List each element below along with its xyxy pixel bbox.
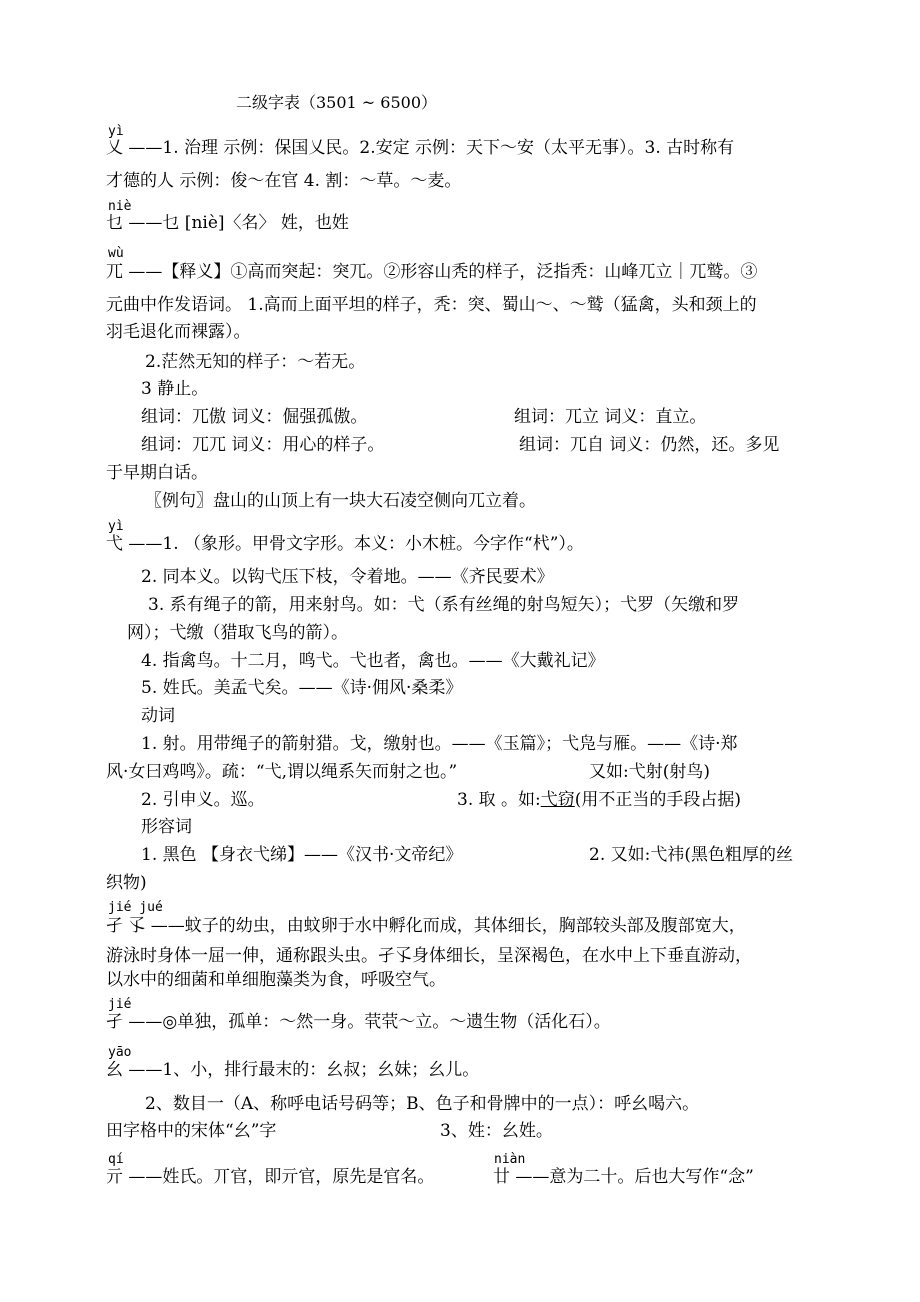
entry-yao-line-1: 幺 ——1、小，排行最末的：幺叔；幺妹；幺儿。 (106, 1060, 480, 1080)
entry-jiejue-line-2: 游泳时身体一屈一伸，通称跟头虫。孑孓身体细长，呈深褐色，在水中上下垂直游动， (106, 946, 752, 966)
entry-wu-line-6a: 组词：兀傲 词义：倔强孤傲。 (141, 407, 368, 427)
entry-wu-line-6b: 组词：兀立 词义：直立。 (514, 407, 707, 427)
entry-yi-2-line-9b: 又如:弋射(射鸟) (589, 762, 710, 782)
entry-jiejue-line-1: 孑 孓 ——蚊子的幼虫，由蚊卵于水中孵化而成，其体细长，胸部较头部及腹部宽大， (106, 916, 746, 936)
entry-yi-2-line-12b: 2. 又如:弋祎(黑色粗厚的丝 (589, 845, 793, 865)
pinyin-qi: qí (108, 1152, 124, 1167)
entry-yi-2-line-13: 织物) (106, 873, 147, 893)
entry-wu-example: 〖例句〗盘山的山顶上有一块大石凌空侧向兀立着。 (145, 491, 536, 511)
entry-nian-line-1: 廿 ——意为二十。后也大写作“念” (493, 1167, 754, 1187)
pinyin-jiejue: jié jué (108, 900, 163, 915)
entry-yi-1-line-2: 才德的人 示例：俊～在官 4. 割：～草。～麦。 (106, 171, 462, 191)
entry-yao-line-3b: 3、姓：幺姓。 (440, 1121, 553, 1141)
entry-yi-2-line-2: 2. 同本义。以钩弋压下枝，令着地。——《齐民要术》 (141, 567, 554, 587)
entry-wu-line-5: 3 静止。 (141, 379, 209, 399)
pinyin-nian: niàn (494, 1152, 526, 1167)
entry-yi-2-line-3: 3. 系有绳子的箭，用来射鸟。如：弋（系有丝绳的射鸟短矢）；弋罗（矢缴和罗 (148, 595, 740, 615)
entry-yi-2-line-4: 网）；弋缴（猎取飞鸟的箭）。 (127, 623, 348, 643)
entry-wu-line-4: 2.茫然无知的样子：～若无。 (145, 352, 366, 372)
entry-jie-line-1: 孑 ——◎单独，孤单：～然一身。茕茕～立。～遗生物（活化石）。 (106, 1012, 611, 1032)
entry-nie-line-1: 乜 ——乜 [niè]〈名〉 姓，也姓 (106, 213, 349, 233)
entry-yao-line-2: 2、数目一（A、称呼电话号码等；B、色子和骨牌中的一点）：呼幺喝六。 (145, 1094, 700, 1114)
entry-yi-1-line-1: 乂 ——1. 治理 示例：保国乂民。2.安定 示例：天下～安（太平无事）。3. 古时称有 (106, 138, 735, 158)
underlined-term: 弋窃 (540, 790, 575, 810)
entry-wu-line-2: 元曲中作发语词。 1.高而上面平坦的样子，秃：突、蜀山～、～鹫（猛禽，头和颈上的 (106, 295, 757, 315)
entry-yi-2-line-5: 4. 指禽鸟。十二月，鸣弋。弋也者，禽也。——《大戴礼记》 (141, 651, 605, 671)
entry-yi-2-line-6: 5. 姓氏。美孟弋矣。——《诗·佣风·桑柔》 (141, 678, 463, 698)
pinyin-jie: jié (108, 997, 132, 1012)
pinyin-yi-1: yì (108, 124, 124, 139)
entry-yao-line-3a: 田字格中的宋体“幺”字 (106, 1121, 277, 1141)
page-title: 二级字表（3501 ~ 6500） (236, 93, 438, 112)
pinyin-yao: yāo (108, 1045, 132, 1060)
entry-yi-2-line-10b-text: 3. 取 。如: (457, 790, 541, 810)
entry-yi-2-line-10d: (用不正当的手段占据) (574, 790, 742, 810)
entry-yi-2-verb-heading: 动词 (141, 706, 175, 726)
entry-yi-2-line-10b (457, 789, 741, 811)
entry-yi-2-line-12a: 1. 黑色 【身衣弋绨】——《汉书·文帝纪》 (141, 845, 463, 865)
pinyin-nie: niè (108, 199, 132, 214)
entry-wu-line-1: 兀 ——【释义】①高而突起：突兀。②形容山秃的样子，泛指秃：山峰兀立｜兀鹫。③ (106, 262, 758, 282)
entry-qi-line-1: 亓 ——姓氏。丌官，即亓官，原先是官名。 (106, 1167, 435, 1187)
entry-jiejue-line-3: 以水中的细菌和单细胞藻类为食，呼吸空气。 (106, 970, 446, 990)
entry-yi-2-adj-heading: 形容词 (141, 817, 192, 837)
entry-wu-line-8: 于早期白话。 (106, 463, 208, 483)
entry-yi-2-line-8: 1. 射。用带绳子的箭射猎。戈，缴射也。——《玉篇》；弋凫与雁。——《诗·郑 (141, 734, 738, 754)
entry-yi-2-line-10a: 2. 引申义。巡。 (141, 790, 265, 810)
pinyin-wu: wù (108, 246, 124, 261)
entry-wu-line-3: 羽毛退化而裸露）。 (106, 322, 251, 342)
pinyin-yi-2: yì (108, 519, 124, 534)
entry-wu-line-7a: 组词：兀兀 词义：用心的样子。 (141, 435, 385, 455)
entry-yi-2-line-9a: 风·女曰鸡鸣》。疏：“弋,谓以绳系矢而射之也。” (106, 762, 458, 782)
entry-wu-line-7b: 组词：兀自 词义：仍然，还。多见 (519, 435, 780, 455)
entry-yi-2-line-1: 弋 ——1. （象形。甲骨文字形。本义：小木桩。今字作“杙”）。 (106, 534, 584, 554)
